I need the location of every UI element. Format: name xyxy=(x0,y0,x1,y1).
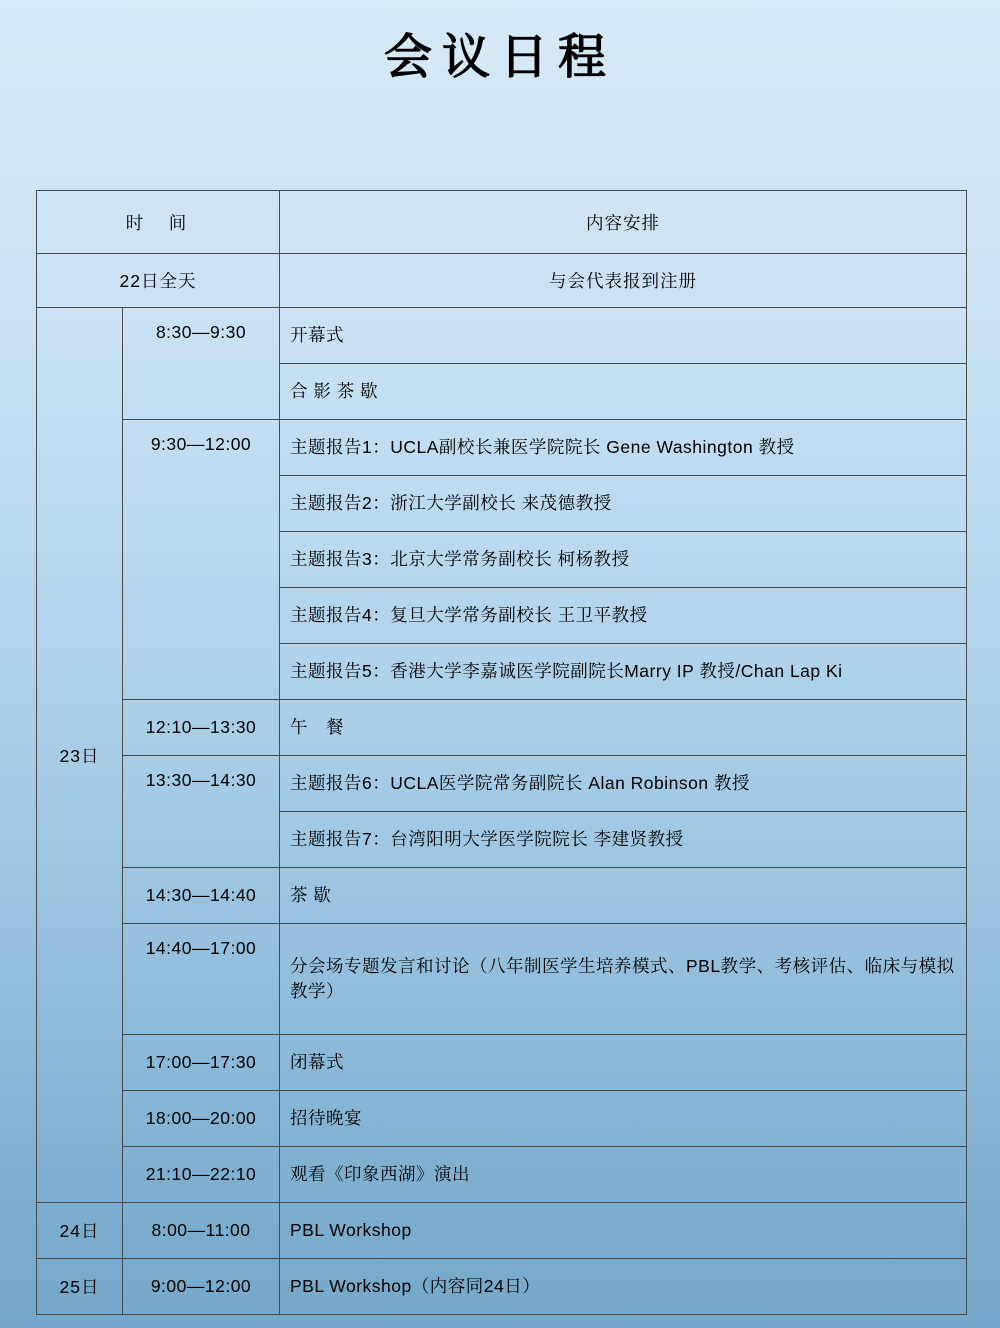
time-1430-1440: 14:30—14:40 xyxy=(123,868,280,924)
table-row xyxy=(37,420,967,476)
day-label-22: 22日全天 xyxy=(37,254,280,308)
content-keynote-3: 主题报告3：北京大学常务副校长 柯杨教授 xyxy=(280,532,967,588)
header-content: 内容安排 xyxy=(280,191,967,254)
table-row xyxy=(37,254,967,308)
content-performance: 观看《印象西湖》演出 xyxy=(280,1147,967,1203)
day-label-23: 23日 xyxy=(37,308,123,1203)
content-opening-ceremony: 开幕式 xyxy=(280,308,967,364)
table-header-row xyxy=(37,191,967,254)
content-pbl-workshop-25: PBL Workshop（内容同24日） xyxy=(280,1259,967,1315)
time-1210-1330: 12:10—13:30 xyxy=(123,700,280,756)
content-keynote-6: 主题报告6：UCLA医学院常务副院长 Alan Robinson 教授 xyxy=(280,756,967,812)
content-lunch: 午 餐 xyxy=(280,700,967,756)
time-2110-2210: 21:10—22:10 xyxy=(123,1147,280,1203)
time-0800-1100: 8:00—11:00 xyxy=(123,1203,280,1259)
table-row xyxy=(37,1259,967,1315)
content-closing-ceremony: 闭幕式 xyxy=(280,1035,967,1091)
table-row xyxy=(37,1147,967,1203)
time-0930-1200: 9:30—12:00 xyxy=(123,420,280,700)
table-row xyxy=(37,756,967,812)
table-row xyxy=(37,700,967,756)
header-time: 时 间 xyxy=(37,191,280,254)
content-registration: 与会代表报到注册 xyxy=(280,254,967,308)
table-row xyxy=(37,1091,967,1147)
day-label-24: 24日 xyxy=(37,1203,123,1259)
time-1700-1730: 17:00—17:30 xyxy=(123,1035,280,1091)
table-row xyxy=(37,924,967,1035)
content-keynote-5: 主题报告5：香港大学李嘉诚医学院副院长Marry IP 教授/Chan Lap Ki xyxy=(280,644,967,700)
content-tea-break: 茶 歇 xyxy=(280,868,967,924)
page-title: 会议日程 xyxy=(383,31,616,84)
time-1440-1700: 14:40—17:00 xyxy=(123,924,280,1035)
table-row xyxy=(37,1035,967,1091)
content-banquet: 招待晚宴 xyxy=(280,1091,967,1147)
time-0900-1200: 9:00—12:00 xyxy=(123,1259,280,1315)
content-pbl-workshop-24: PBL Workshop xyxy=(280,1203,967,1259)
table-row xyxy=(37,1203,967,1259)
content-keynote-7: 主题报告7：台湾阳明大学医学院院长 李建贤教授 xyxy=(280,812,967,868)
content-keynote-2: 主题报告2：浙江大学副校长 来茂德教授 xyxy=(280,476,967,532)
table-row xyxy=(37,868,967,924)
content-keynote-1: 主题报告1：UCLA副校长兼医学院院长 Gene Washington 教授 xyxy=(280,420,967,476)
content-photo-teabreak: 合 影 茶 歇 xyxy=(280,364,967,420)
conference-schedule-table xyxy=(36,190,967,1315)
schedule-table-container xyxy=(36,190,966,1315)
time-0830-0930: 8:30—9:30 xyxy=(123,308,280,420)
day-label-25: 25日 xyxy=(37,1259,123,1315)
content-breakout-sessions: 分会场专题发言和讨论（八年制医学生培养模式、PBL教学、考核评估、临床与模拟教学） xyxy=(280,924,967,1035)
time-1800-2000: 18:00—20:00 xyxy=(123,1091,280,1147)
content-keynote-4: 主题报告4：复旦大学常务副校长 王卫平教授 xyxy=(280,588,967,644)
time-1330-1430: 13:30—14:30 xyxy=(123,756,280,868)
table-row xyxy=(37,308,967,364)
